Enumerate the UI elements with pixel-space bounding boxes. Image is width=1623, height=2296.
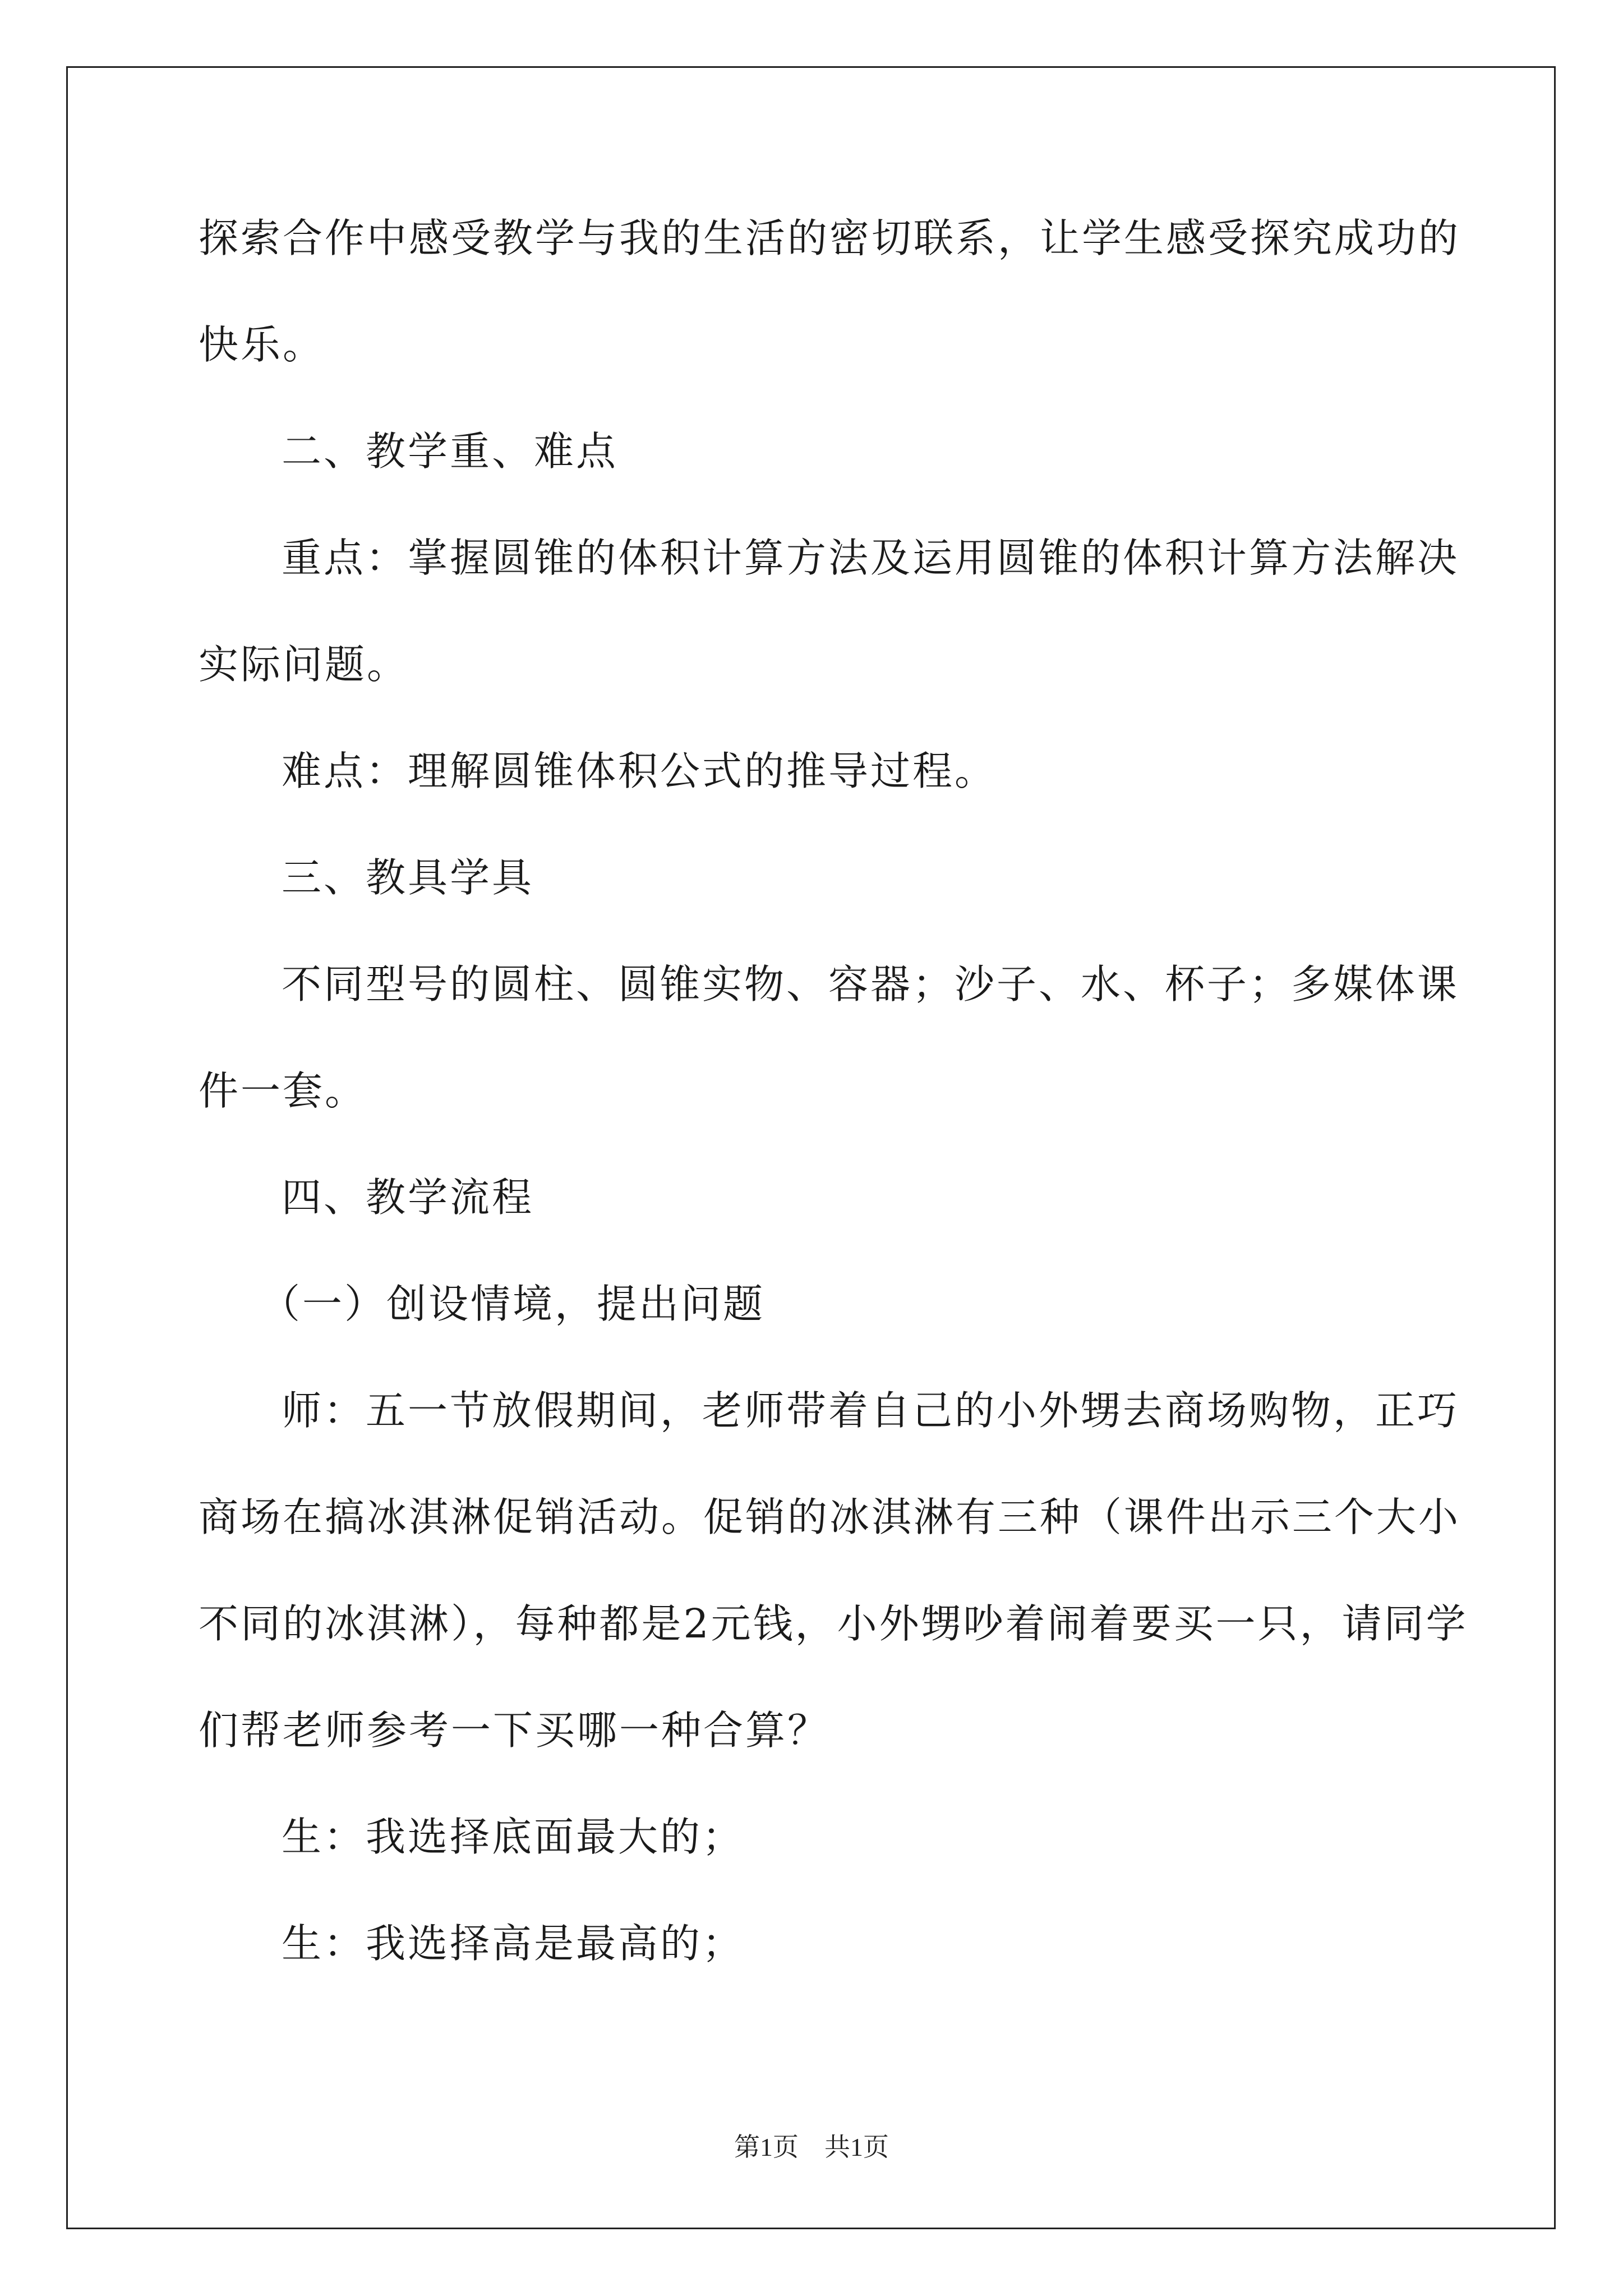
section-heading: 四、教学流程 bbox=[282, 1174, 534, 1221]
paragraph-line: 商场在搞冰淇淋促销活动。促销的冰淇淋有三种（课件出示三个大小 bbox=[199, 1494, 1461, 1540]
section-heading: 三、教具学具 bbox=[282, 854, 534, 901]
paragraph-line: 不同的冰淇淋），每种都是2元钱，小外甥吵着闹着要买一只，请同学 bbox=[199, 1600, 1468, 1647]
paragraph-line: 不同型号的圆柱、圆锥实物、容器；沙子、水、杯子；多媒体课 bbox=[282, 961, 1460, 1007]
paragraph-line: 们帮老师参考一下买哪一种合算？ bbox=[199, 1707, 830, 1754]
section-heading: 二、教学重、难点 bbox=[282, 428, 619, 475]
paragraph-line: 件一套。 bbox=[199, 1068, 367, 1114]
paragraph-line: 生：我选择底面最大的； bbox=[282, 1814, 745, 1860]
page-footer: 第1页 共1页 bbox=[734, 2133, 889, 2161]
paragraph-line: 师：五一节放假期间，老师带着自己的小外甥去商场购物，正巧 bbox=[282, 1387, 1460, 1434]
subsection-heading: （一）创设情境，提出问题 bbox=[260, 1281, 766, 1327]
paragraph-line: 难点：理解圆锥体积公式的推导过程。 bbox=[282, 748, 997, 794]
paragraph-line: 生：我选择高是最高的； bbox=[282, 1920, 745, 1967]
paragraph-line: 快乐。 bbox=[199, 321, 325, 368]
paragraph-line: 实际问题。 bbox=[199, 641, 409, 688]
paragraph-line: 重点：掌握圆锥的体积计算方法及运用圆锥的体积计算方法解决 bbox=[282, 535, 1460, 581]
page-border bbox=[66, 66, 1556, 2229]
paragraph-line: 探索合作中感受教学与我的生活的密切联系，让学生感受探究成功的 bbox=[199, 215, 1461, 261]
